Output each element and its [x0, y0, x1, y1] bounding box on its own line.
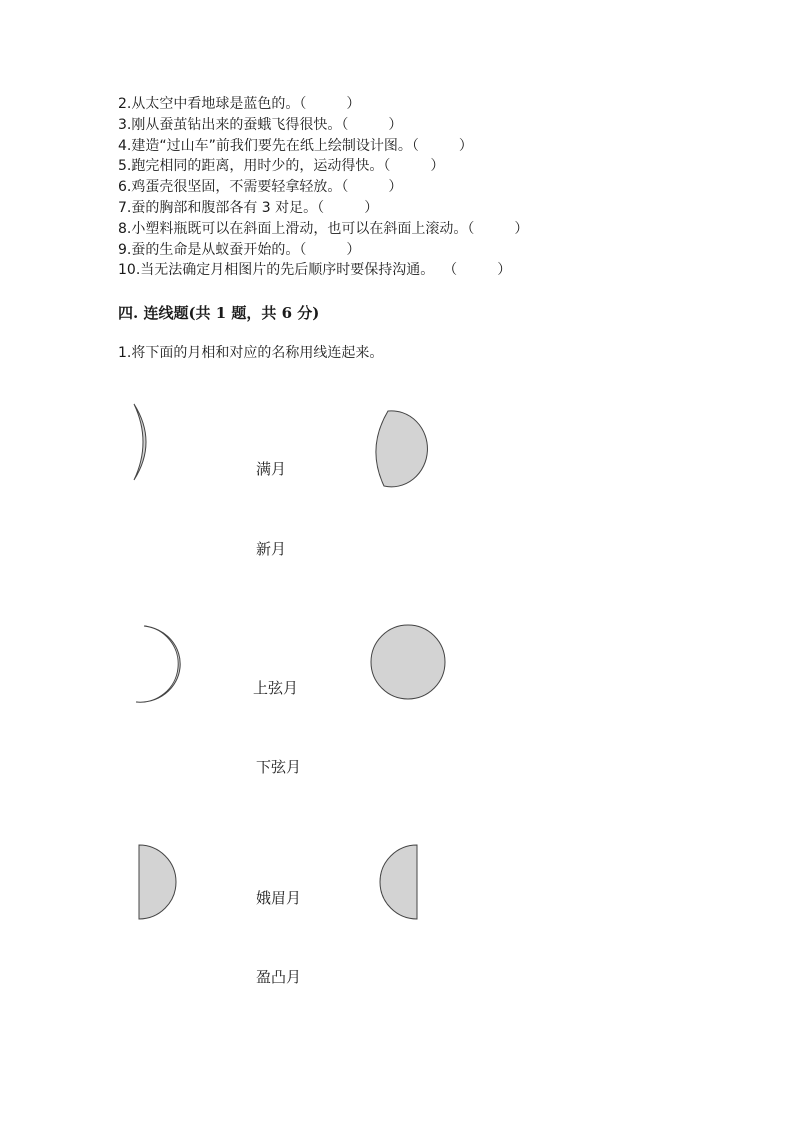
true-false-item: 9.蚕的生命是从蚁蚕开始的。（ ） [118, 241, 361, 258]
true-false-item: 5.跑完相同的距离，用时少的，运动得快。（ ） [118, 158, 445, 175]
moon-picture-crescent [132, 622, 182, 706]
true-false-item: 4.建造“过山车”前我们要先在纸上绘制设计图。（ ） [118, 137, 473, 154]
moon-name-full: 满月 [256, 460, 287, 478]
moon-picture-thin-crescent [128, 400, 162, 484]
true-false-item: 3.刚从蚕茧钻出来的蚕蛾飞得很快。（ ） [118, 116, 403, 133]
true-false-item: 8.小塑料瓶既可以在斜面上滑动，也可以在斜面上滚动。（ ） [118, 220, 529, 237]
moon-picture-half-left [376, 842, 424, 922]
moon-name-gibbous: 盈凸月 [256, 968, 302, 986]
moon-picture-full [368, 622, 448, 702]
true-false-item: 2.从太空中看地球是蓝色的。（ ） [118, 96, 361, 112]
moon-picture-gibbous [370, 408, 440, 490]
true-false-item: 7.蚕的胸部和腹部各有 3 对足。（ ） [118, 199, 379, 216]
moon-name-last-quarter: 下弦月 [256, 758, 302, 776]
moon-name-new: 新月 [256, 540, 287, 558]
true-false-list [118, 94, 528, 281]
section-heading: 四. 连线题(共 1 题，共 6 分) [118, 304, 320, 322]
moon-name-first-quarter: 上弦月 [253, 679, 299, 697]
true-false-item: 10.当无法确定月相图片的先后顺序时要保持沟通。 （ ） [118, 262, 512, 279]
true-false-item: 6.鸡蛋壳很坚固，不需要轻拿轻放。（ ） [118, 179, 403, 196]
moon-name-crescent: 娥眉月 [256, 889, 302, 907]
question-text: 1.将下面的月相和对应的名称用线连起来。 [118, 345, 384, 361]
moon-picture-half-right [134, 842, 182, 922]
